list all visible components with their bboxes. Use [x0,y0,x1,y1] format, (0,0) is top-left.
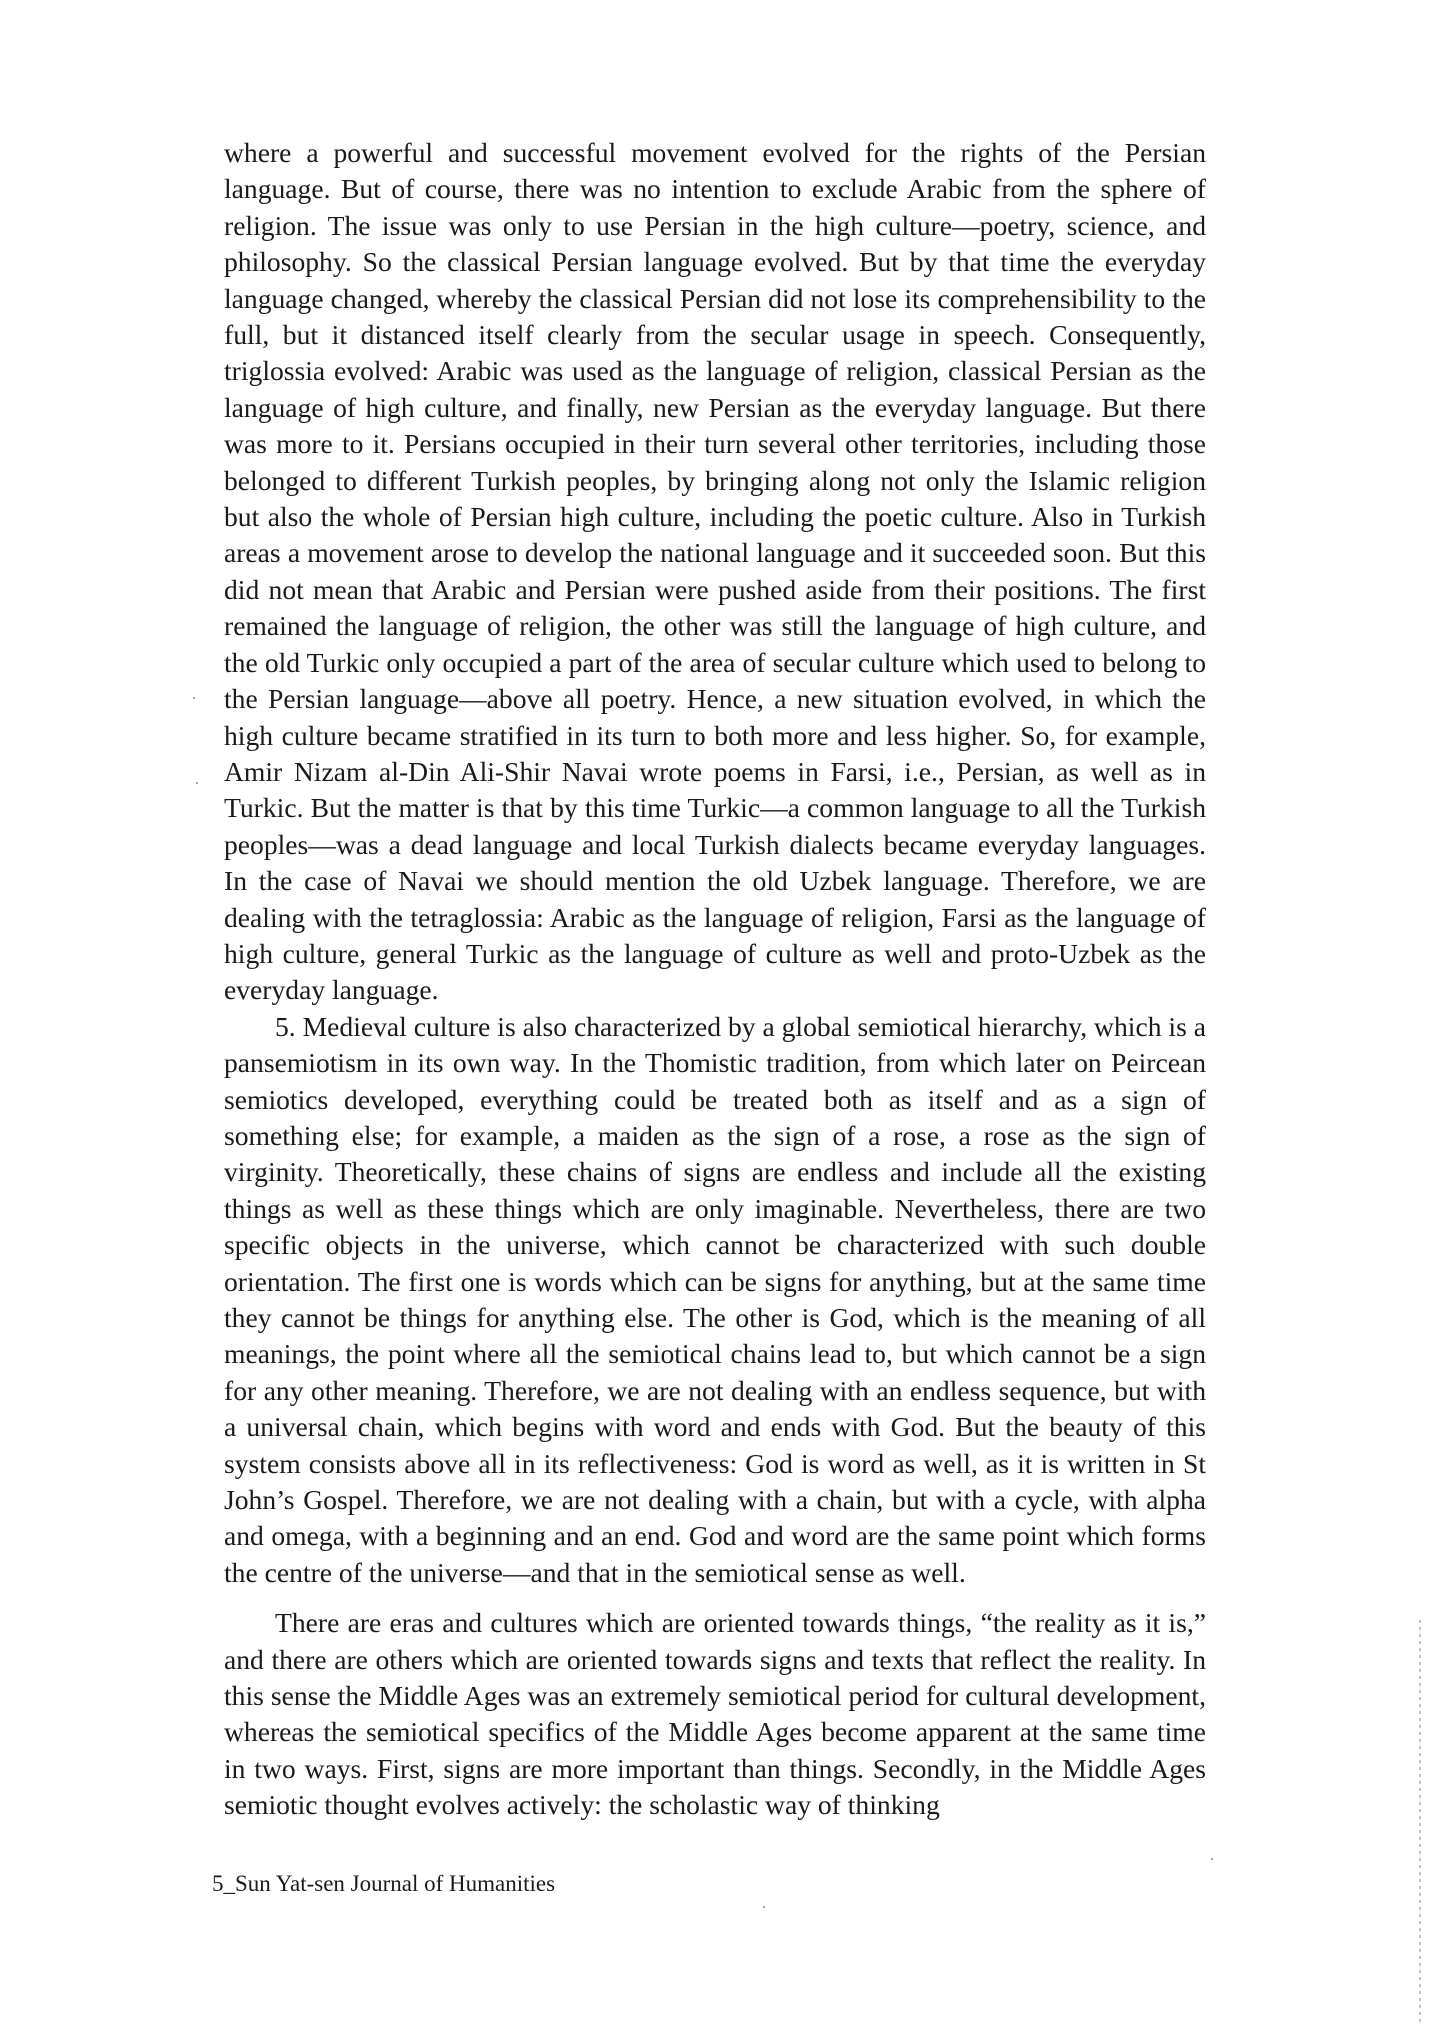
paragraph-persian-languages: where a powerful and successful movement evolved for the rights of the Persian language. But of course, there was no intention to exclude Arabic from the sphere of religion. The issue was only to use Persian in the high culture—poetry, science, and philosophy. So the classical Persian language evolved. But by that time the everyday language changed, whereby the classical Persian did not lose its comprehensibility to the full, but it distanced itself clearly from the secular usage in speech. Consequently, triglossia evolved: Arabic was used as the language of religion, classical Persian as the language of high culture, and finally, new Persian as the everyday language. But there was more to it. Persians occupied in their turn several other territories, including those belonged to different Turkish peoples, by bringing along not only the Islamic religion but also the whole of Persian high culture, including the poetic culture. Also in Turkish areas a movement arose to develop the national language and it succeeded soon. But this did not mean that Arabic and Persian were pushed aside from their positions. The first remained the language of religion, the other was still the language of high culture, and the old Turkic only occupied a part of the area of secular culture which used to belong to the Persian language—above all poetry. Hence, a new situation evolved, in which the high culture became stratified in its turn to both more and less higher. So, for example, Amir Nizam al-Din Ali-Shir Navai wrote poems in Farsi, i.e., Persian, as well as in Turkic. But the matter is that by this time Turkic—a common language to all the Turkish peoples—was a dead language and local Turkish dialects became everyday languages. In the case of Navai we should mention the old Uzbek language. Therefore, we are dealing with the tetraglossia: Arabic as the language of religion, Farsi as the language of high culture, general Turkic as the language of culture as well and proto-Uzbek as the everyday language. [224,137,1206,1006]
scan-edge-artifact [1419,1620,1421,2024]
body-text [224,135,1206,1824]
scan-speck [763,1906,765,1908]
scan-speck [193,697,195,699]
scan-speck [196,782,198,784]
scan-speck [1211,1858,1213,1860]
page-footer: 5_Sun Yat-sen Journal of Humanities [212,1871,556,1896]
paragraph-semiotical-hierarchy: 5. Medieval culture is also characterized by a global semiotical hierarchy, which is a pansemiotism in its own way. In the Thomistic tradition, from which later on Peircean semiotics developed, everything could be treated both as itself and as a sign of something else; for example, a maiden as the sign of a rose, a rose as the sign of virginity. Theoretically, these chains of signs are endless and include all the existing things as well as these things which are only imaginable. Nevertheless, there are two specific objects in the universe, which cannot be characterized with such double orientation. The first one is words which can be signs for anything, but at the same time they cannot be things for anything else. The other is God, which is the meaning of all meanings, the point where all the semiotical chains lead to, but which cannot be a sign for any other meaning. Therefore, we are not dealing with an endless sequence, but with a universal chain, which begins with word and ends with God. But the beauty of this system consists above all in its reflectiveness: God is word as well, as it is written in St John’s Gospel. Therefore, we are not dealing with a chain, but with a cycle, with alpha and omega, with a beginning and an end. God and word are the same point which forms the centre of the universe—and that in the semiotical sense as well. [224,1010,1206,1588]
paragraph-eras-and-cultures: There are eras and cultures which are oriented towards things, “the reality as it is,” and there are others which are oriented towards signs and texts that reflect the reality. In this sense the Middle Ages was an extremely semiotical period for cultural development, whereas the semiotical specifics of the Middle Ages become apparent at the same time in two ways. First, signs are more important than things. Secondly, in the Middle Ages semiotic thought evolves actively: the scholastic way of thinking [224,1607,1206,1821]
